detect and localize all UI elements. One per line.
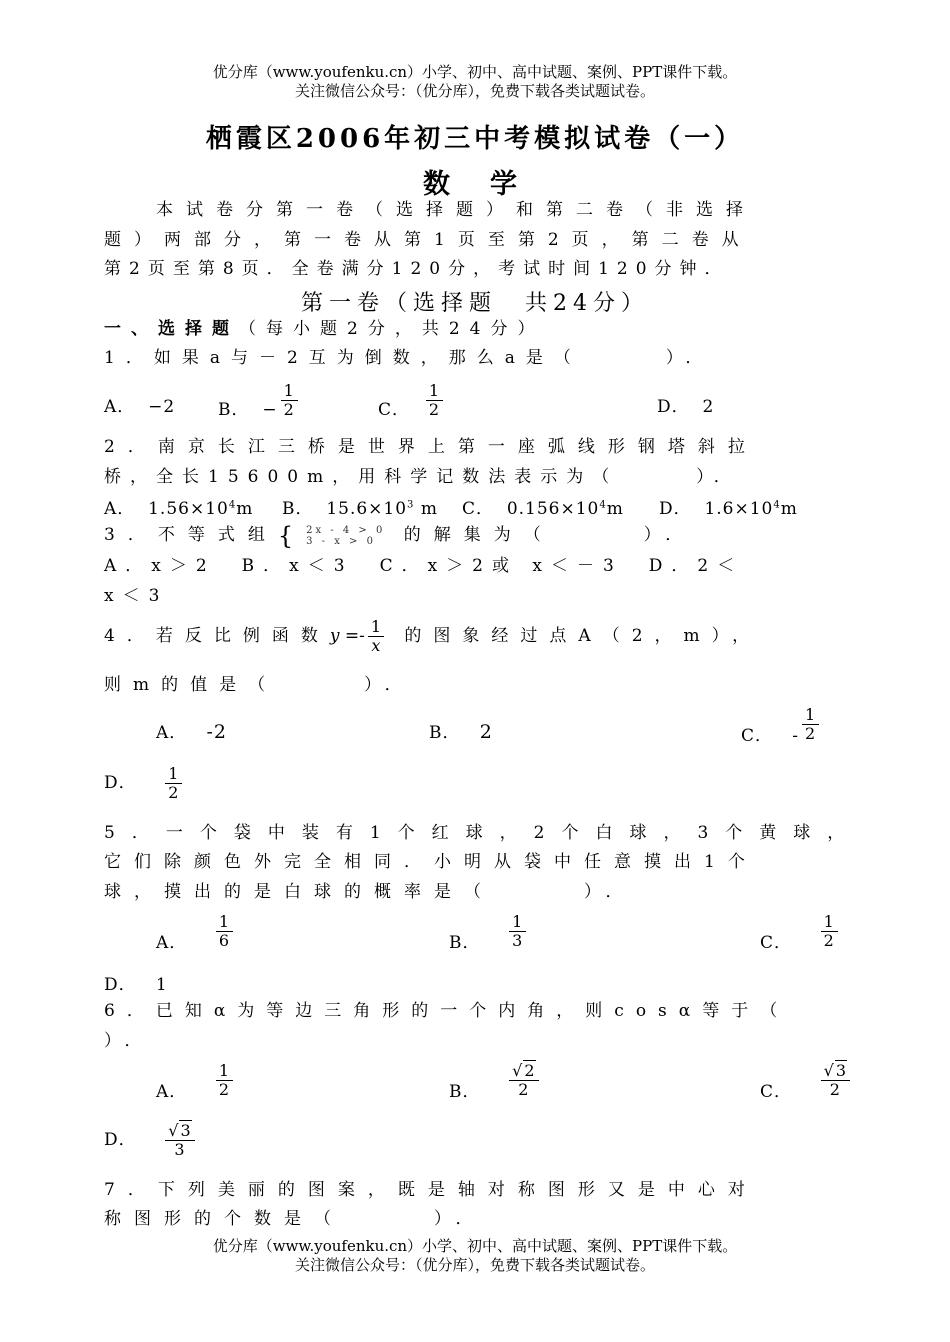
q1-option-d: D． 2 <box>657 397 715 417</box>
q4-stem: 4．若反比例函数y =- $\frac{1}{x}$ 的图象经过点A（2，m）， <box>104 617 762 655</box>
q4-stem-2: 则m的值是（ ）． <box>104 675 414 695</box>
q3-stem: 3．不等式组{ 2x - 4 > 0 3 - x > 0 的解集为（ ）． <box>104 521 696 550</box>
q2-stem-2: 桥，全长15600m，用科学记数法表示为（ ）． <box>104 467 740 487</box>
header-line-2: 关注微信公众号：（优分库），免费下载各类试题试卷。 <box>294 82 655 100</box>
q2-option-a: A． $1.56\times 10^4m$ <box>104 499 254 519</box>
function-lhs: y =- <box>329 626 365 646</box>
q6-option-c: C． $\frac{√3}{2}$ <box>760 1062 853 1099</box>
page-title: 栖霞区2006年初三中考模拟试卷（一） <box>205 124 745 154</box>
q4-option-b: B． 2 <box>429 721 493 743</box>
q5-stem-2: 它们除颜色外完全相同．小明从袋中任意摸出1个 <box>104 852 758 872</box>
footer-line-2: 关注微信公众号：（优分库），免费下载各类试题试卷。 <box>294 1256 655 1274</box>
intro-line-3: 第2页至第8页．全卷满分120分，考试时间120分钟． <box>104 259 730 279</box>
q5-stem-1: 5．一个袋中装有1个红球，2个白球，3个黄球， <box>104 823 862 843</box>
q5-option-a: A． $\frac{1}{6}$ <box>156 913 236 950</box>
q6-option-a: A． $\frac{1}{2}$ <box>156 1062 236 1099</box>
q4-option-a: A． -2 <box>156 721 228 743</box>
q4-options <box>156 706 836 756</box>
q5-option-b: B． $\frac{1}{3}$ <box>449 913 529 950</box>
q2-option-b: B． $15.6\times 10^3$ m <box>282 499 438 519</box>
q3-options-line-2: x＜3 <box>104 586 169 606</box>
section1-note: （每小题2分，共24分） <box>239 319 545 339</box>
q6-options <box>156 1062 846 1112</box>
inequality-system: 2x - 4 > 0 3 - x > 0 <box>306 524 386 547</box>
q7-stem-2: 称图形的个数是（ ）． <box>104 1209 486 1229</box>
q2-options <box>104 494 834 520</box>
q5-option-d: D． 1 <box>104 975 168 995</box>
q4-option-c: C． - $\frac{1}{2}$ <box>741 706 822 743</box>
section1-heading <box>104 317 834 341</box>
q2-option-d: D． $1.6\times 10^4m$ <box>659 499 798 519</box>
q2-stem-1: 2．南京长江三桥是世界上第一座弧线形钢塔斜拉 <box>104 437 758 457</box>
q6-option-d: D． $\frac{√3}{3}$ <box>104 1122 198 1159</box>
intro-line-1: 本试卷分第一卷（选择题）和第二卷（非选择 <box>156 200 756 220</box>
q1-stem: 1．如果a与－2互为倒数，那么a是（ ）． <box>104 348 714 368</box>
q5-stem-3: 球，摸出的是白球的概率是（ ）． <box>104 882 636 902</box>
footer-line-1: 优分库（www.youfenku.cn）小学、初中、高中试题、案例、PPT课件下载。 <box>212 1237 738 1255</box>
q1-option-c: C． $\frac{1}{2}$ <box>378 382 446 419</box>
q5-options <box>156 913 836 963</box>
q4-option-d: D． $\frac{1}{2}$ <box>104 765 185 802</box>
header-line-1: 优分库（www.youfenku.cn）小学、初中、高中试题、案例、PPT课件下载。 <box>212 63 738 81</box>
q7-stem-1: 7．下列美丽的图案，既是轴对称图形又是中心对 <box>104 1180 758 1200</box>
system-brace: { <box>277 521 307 550</box>
section1-label: 一、选择题 <box>104 319 239 339</box>
q6-option-b: B． $\frac{√2}{2}$ <box>449 1062 542 1099</box>
q3-options-line: A．x＞2 B．x＜3 C．x＞2或 x＜－3 D．2＜ <box>104 556 744 576</box>
intro-line-2: 题）两部分，第一卷从第1页至第2页，第二卷从 <box>104 230 752 250</box>
q1-option-b: B． − $\frac{1}{2}$ <box>218 382 301 419</box>
q1-option-a: A． −2 <box>104 397 176 417</box>
subject-title: 数学 <box>423 169 557 200</box>
q6-stem-1: 6．已知α为等边三角形的一个内角，则cosα等于（ <box>104 1001 790 1021</box>
part1-title: 第一卷（选择题 共24分） <box>301 291 649 316</box>
q6-stem-2: ）． <box>104 1031 154 1051</box>
q5-option-c: C． $\frac{1}{2}$ <box>760 913 841 950</box>
q2-option-c: C． $0.156\times 10^4m$ <box>462 499 624 519</box>
